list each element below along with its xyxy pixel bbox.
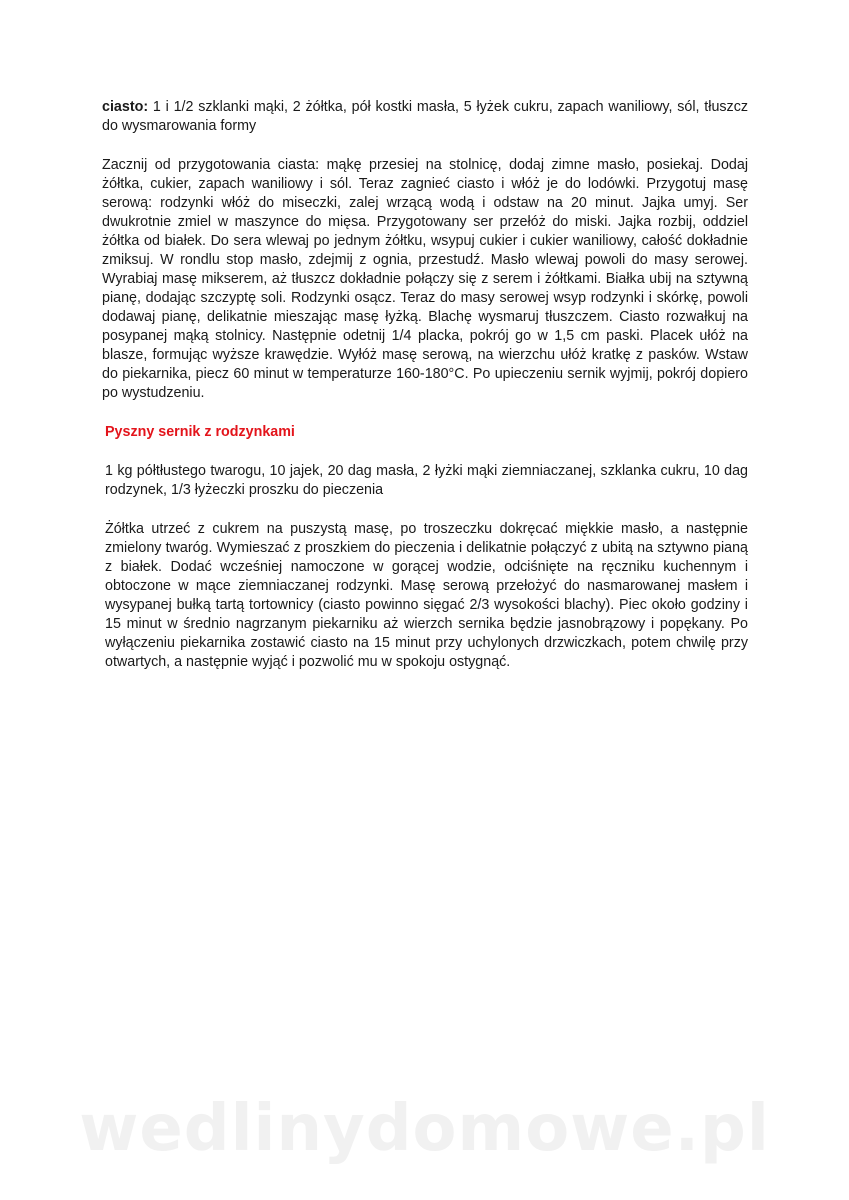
recipe1-instructions: Zacznij od przygotowania ciasta: mąkę przesiej na stolnicę, dodaj zimne masło, posiekaj. Dodaj żółtka, cukier, zapach waniliowy i sól. Teraz zagnieć ciasto i włóż je do lodówki. Przygotuj masę serową: rodzynki włóż do miseczki, zalej wrzącą wodą i odstaw na 20 minut. Jajka umyj. Ser dwukrotnie zmiel w maszynce do mięsa. Przygotowany ser przełóż do miski. Jajka rozbij, oddziel żółtka od białek. Do sera wlewaj po jednym żółtku, wsypuj cukier i cukier waniliowy, całość dokładnie zmiksuj. W rondlu stop masło, zdejmij z ognia, przestudź. Masło wlewaj powoli do masy serowej. Wyrabiaj masę mikserem, aż tłuszcz dokładnie połączy się z serem i żółtkami. Białka ubij na sztywną pianę, dodając szczyptę soli. Rodzynki osącz. Teraz do masy serowej wsyp rodzynki i skórkę, powoli dodawaj pianę, delikatnie mieszając masę łyżką. Blachę wysmaruj tłuszczem. Ciasto rozwałkuj na posypanej mąką stolnicy. Następnie odetnij 1/4 placka, pokrój go w 1,5 cm paski. Placek ułóż na blasze, formując wyższe krawędzie. Wyłóż masę serową, na wierzchu ułóż kratkę z pasków. Wstaw do piekarnika, piecz 60 minut w temperaturze 160-180°C. Po upieczeniu sernik wyjmij, pokrój dopiero po wystudzeniu.: [102, 157, 748, 401]
recipe1-ingredients: [102, 98, 748, 136]
recipe2-title: Pyszny sernik z rodzynkami: [105, 424, 295, 440]
ingredients-label: ciasto:: [102, 99, 149, 115]
ingredients-text: 1 i 1/2 szklanki mąki, 2 żółtka, pół kostki masła, 5 łyżek cukru, zapach waniliowy, sól, tłuszcz do wysmarowania formy: [102, 99, 748, 134]
site-watermark: wedlinydomowe.pl: [79, 1092, 770, 1166]
recipe2-instructions: Żółtka utrzeć z cukrem na puszystą masę, po troszeczku dokręcać miękkie masło, a następnie zmielony twaróg. Wymieszać z proszkiem do pieczenia i delikatnie połączyć z ubitą na sztywno pianą z białek. Dodać wcześniej namoczone w gorącej wodzie, odciśnięte na ręczniku kuchennym i obtoczone w mące ziemniaczanej rodzynki. Masę serową przełożyć do nasmarowanej masłem i wysypanej bułką tartą tortownicy (ciasto powinno sięgać 2/3 wysokości blachy). Piec około godziny i 15 minut w średnio nagrzanym piekarniku aż wierzch sernika będzie jasnobrązowy i popękany. Po wyłączeniu piekarnika zostawić ciasto na 15 minut przy uchylonych drzwiczkach, potem chwilę przy otwartych, a następnie wyjąć i pozwolić mu w spokoju ostygnąć.: [105, 521, 748, 670]
recipe2-ingredients: 1 kg półtłustego twarogu, 10 jajek, 20 dag masła, 2 łyżki mąki ziemniaczanej, szklanka cukru, 10 dag rodzynek, 1/3 łyżeczki proszku do pieczenia: [105, 463, 748, 498]
document-page: [102, 98, 748, 692]
